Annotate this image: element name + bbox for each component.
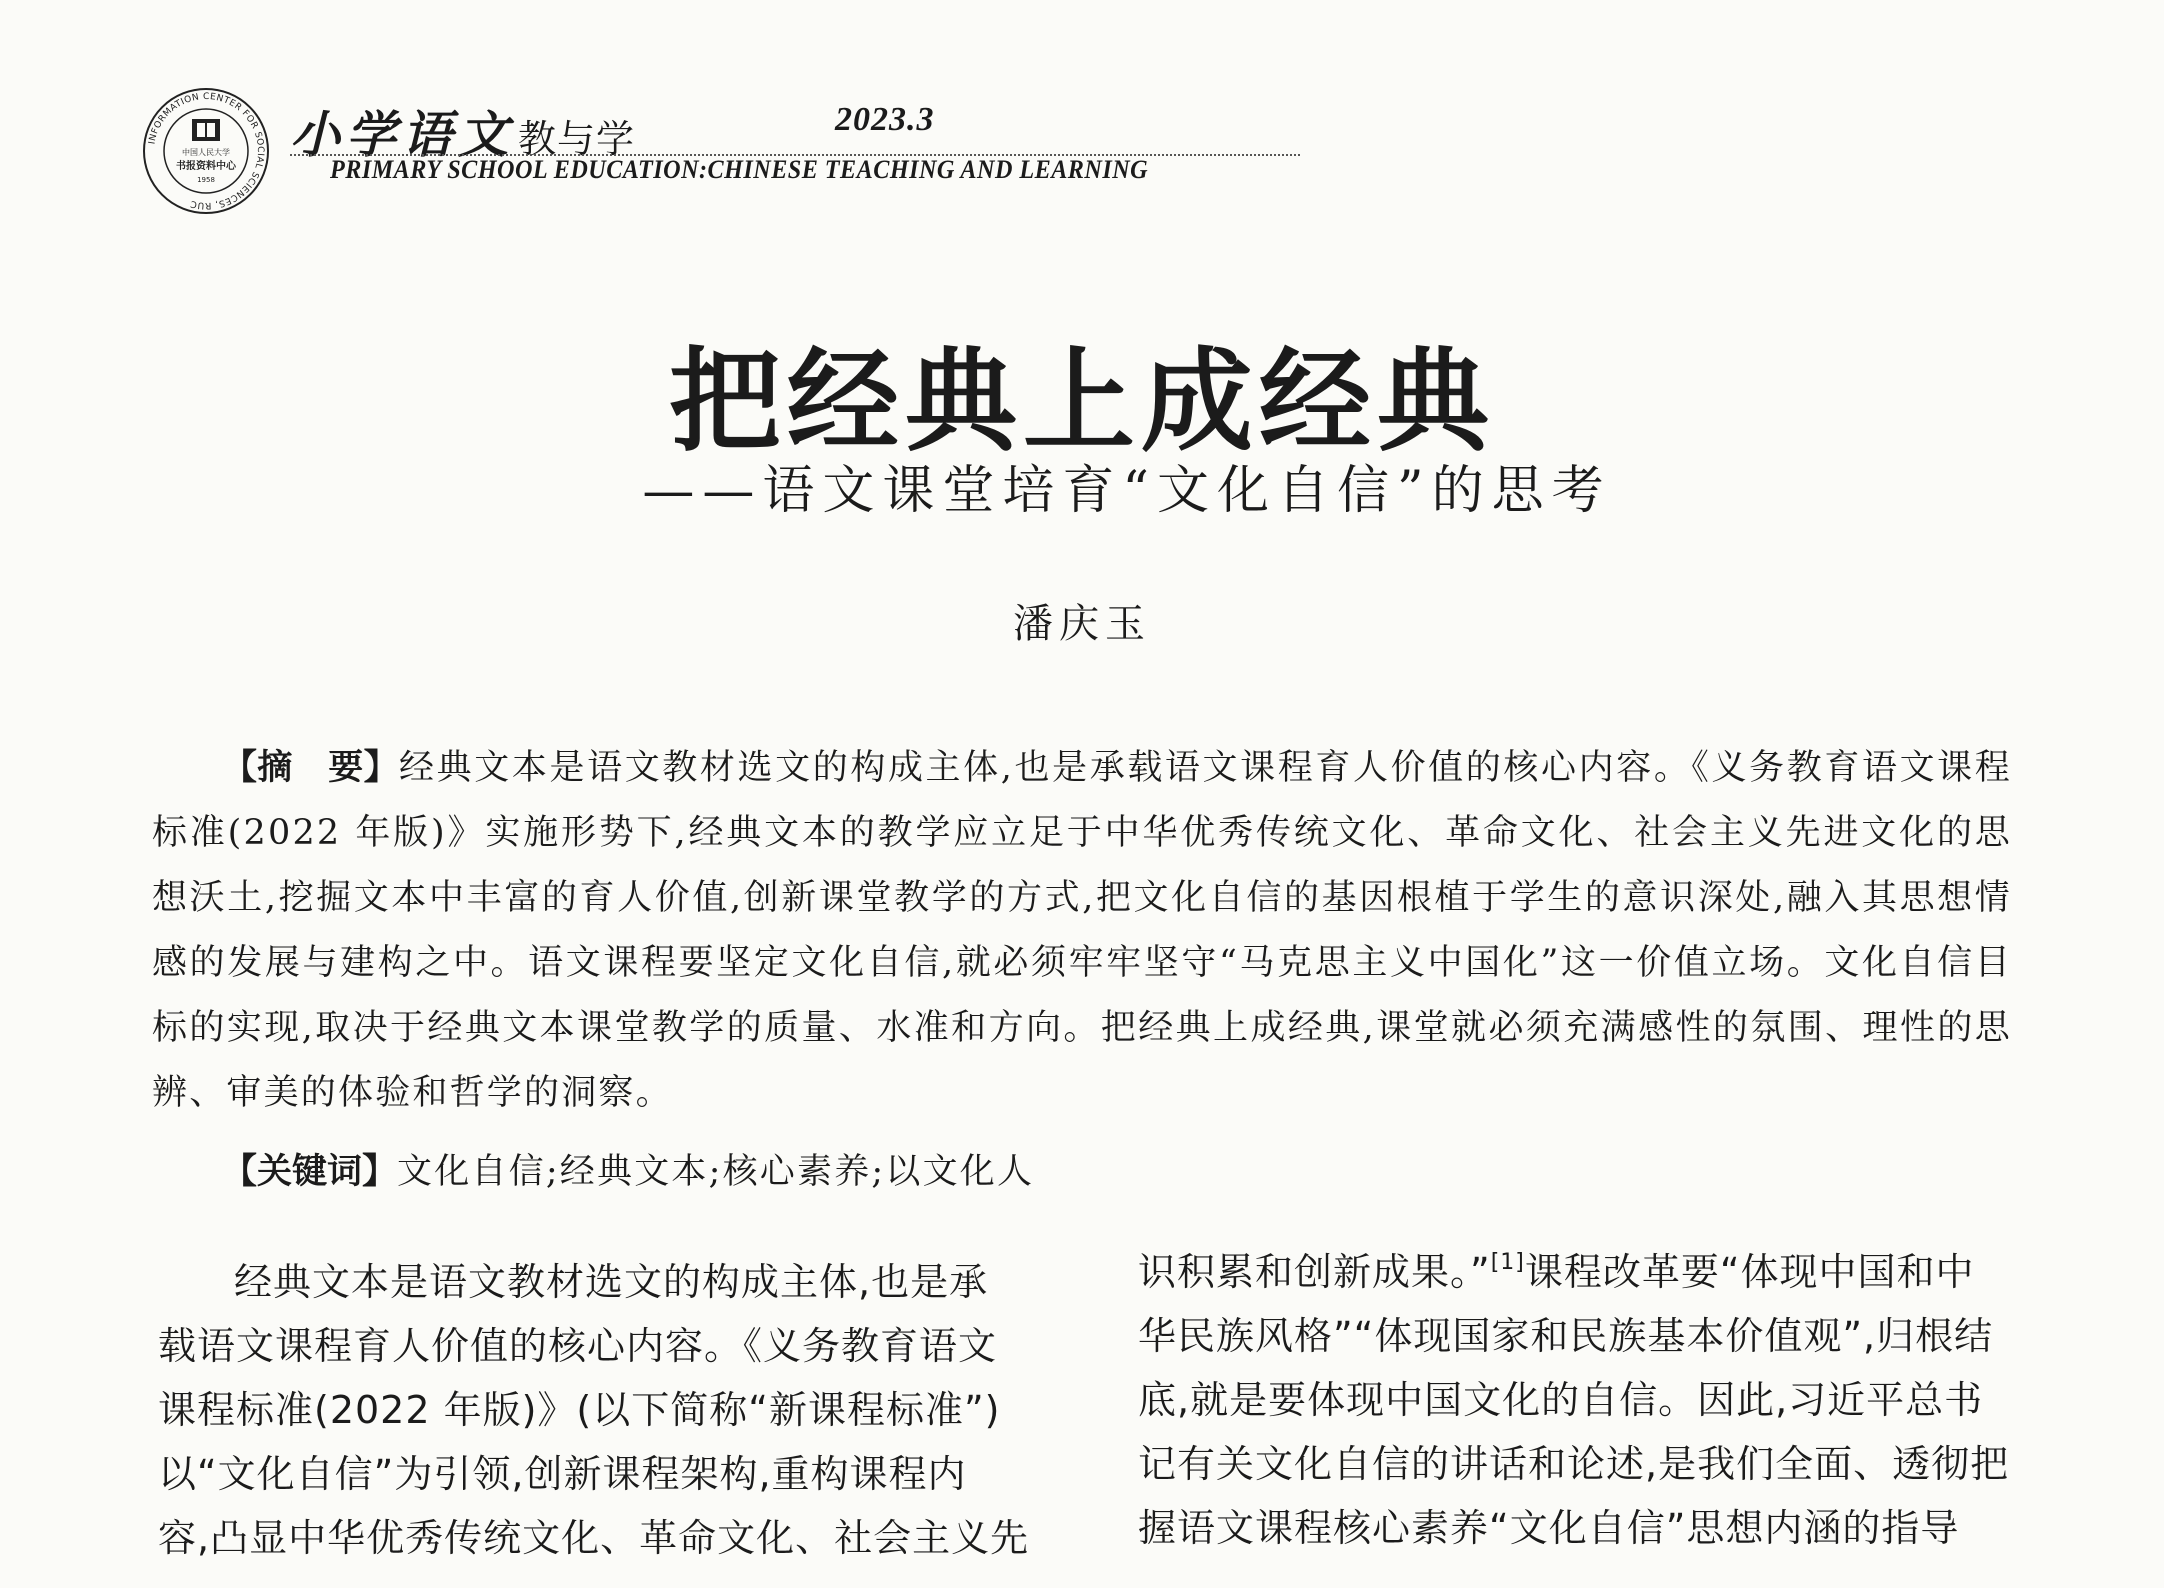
journal-name-english: PRIMARY SCHOOL EDUCATION:CHINESE TEACHING AND LEARNING [330,155,1149,184]
body-column-right [1138,1240,2038,1560]
body-line: 华民族风格”“体现国家和民族基本价值观”,归根结 [1138,1314,1994,1358]
body-line-post: 课程改革要“体现中国和中 [1524,1250,1975,1294]
journal-seal-logo [140,85,272,217]
body-column-left [158,1250,1058,1570]
abstract-block [152,736,2012,1126]
citation-ref[interactable]: [1] [1490,1250,1525,1275]
abstract-label: 【摘 要】 [222,748,400,788]
keywords-text: 文化自信;经典文本;核心素养;以文化人 [397,1152,1035,1192]
article-author: 潘庆玉 [1013,601,1151,647]
body-line: 经典文本是语文教材选文的构成主体,也是承 [234,1260,989,1304]
body-line: 记有关文化自信的讲话和论述,是我们全面、透彻把 [1138,1442,2010,1486]
body-line: 握语文课程核心素养“文化自信”思想内涵的指导 [1138,1506,1960,1550]
body-line: 载语文课程育人价值的核心内容。《义务教育语文 [158,1324,998,1368]
article-subtitle: ——语文课堂培育“文化自信”的思考 [642,461,1612,521]
body-line: 容,凸显中华优秀传统文化、革命文化、社会主义先 [158,1516,1030,1560]
svg-text:中国人民大学: 中国人民大学 [182,148,230,157]
journal-header [140,85,1180,211]
issue-number: 2023.3 [835,101,935,138]
body-line: 课程标准(2022 年版)》(以下简称“新课程标准”) [158,1388,1001,1432]
body-line: 以“文化自信”为引领,创新课程架构,重构课程内 [158,1452,967,1496]
svg-text:INFORMATION CENTER FOR SOCIAL: INFORMATION CENTER FOR SOCIAL SCIENCES, RUC [147,91,266,211]
body-line-pre: 识积累和创新成果。” [1138,1250,1491,1294]
journal-name-normal: 教与学 [518,117,636,161]
journal-name-bold: 小学语文 [290,106,514,164]
article-title: 把经典上成经典 [669,337,1495,467]
keywords-label: 【关键词】 [222,1152,398,1192]
body-line: 底,就是要体现中国文化的自信。因此,习近平总书 [1138,1378,1984,1422]
svg-text:书报资料中心: 书报资料中心 [176,161,236,172]
body-line [1138,1240,2038,1304]
keywords-block [222,1140,1034,1205]
abstract-text: 经典文本是语文教材选文的构成主体,也是承载语文课程育人价值的核心内容。《义务教育语文课程标准(2022 年版)》实施形势下,经典文本的教学应立足于中华优秀传统文化、革命文化、社会主义先进文化的思想沃土,挖掘文本中丰富的育人价值,创新课堂教学的方式,把文化自信的基因根植于学生的意识深处,融入其思想情感的发展与建构之中。语文课程要坚定文化自信,就必须牢牢坚守“马克思主义中国化”这一价值立场。文化自信目标的实现,取决于经典文本课堂教学的质量、水准和方向。把经典上成经典,课堂就必须充满感性的氛围、理性的思辨、审美的体验和哲学的洞察。 [152,748,2012,1113]
svg-text:1958: 1958 [197,176,215,184]
